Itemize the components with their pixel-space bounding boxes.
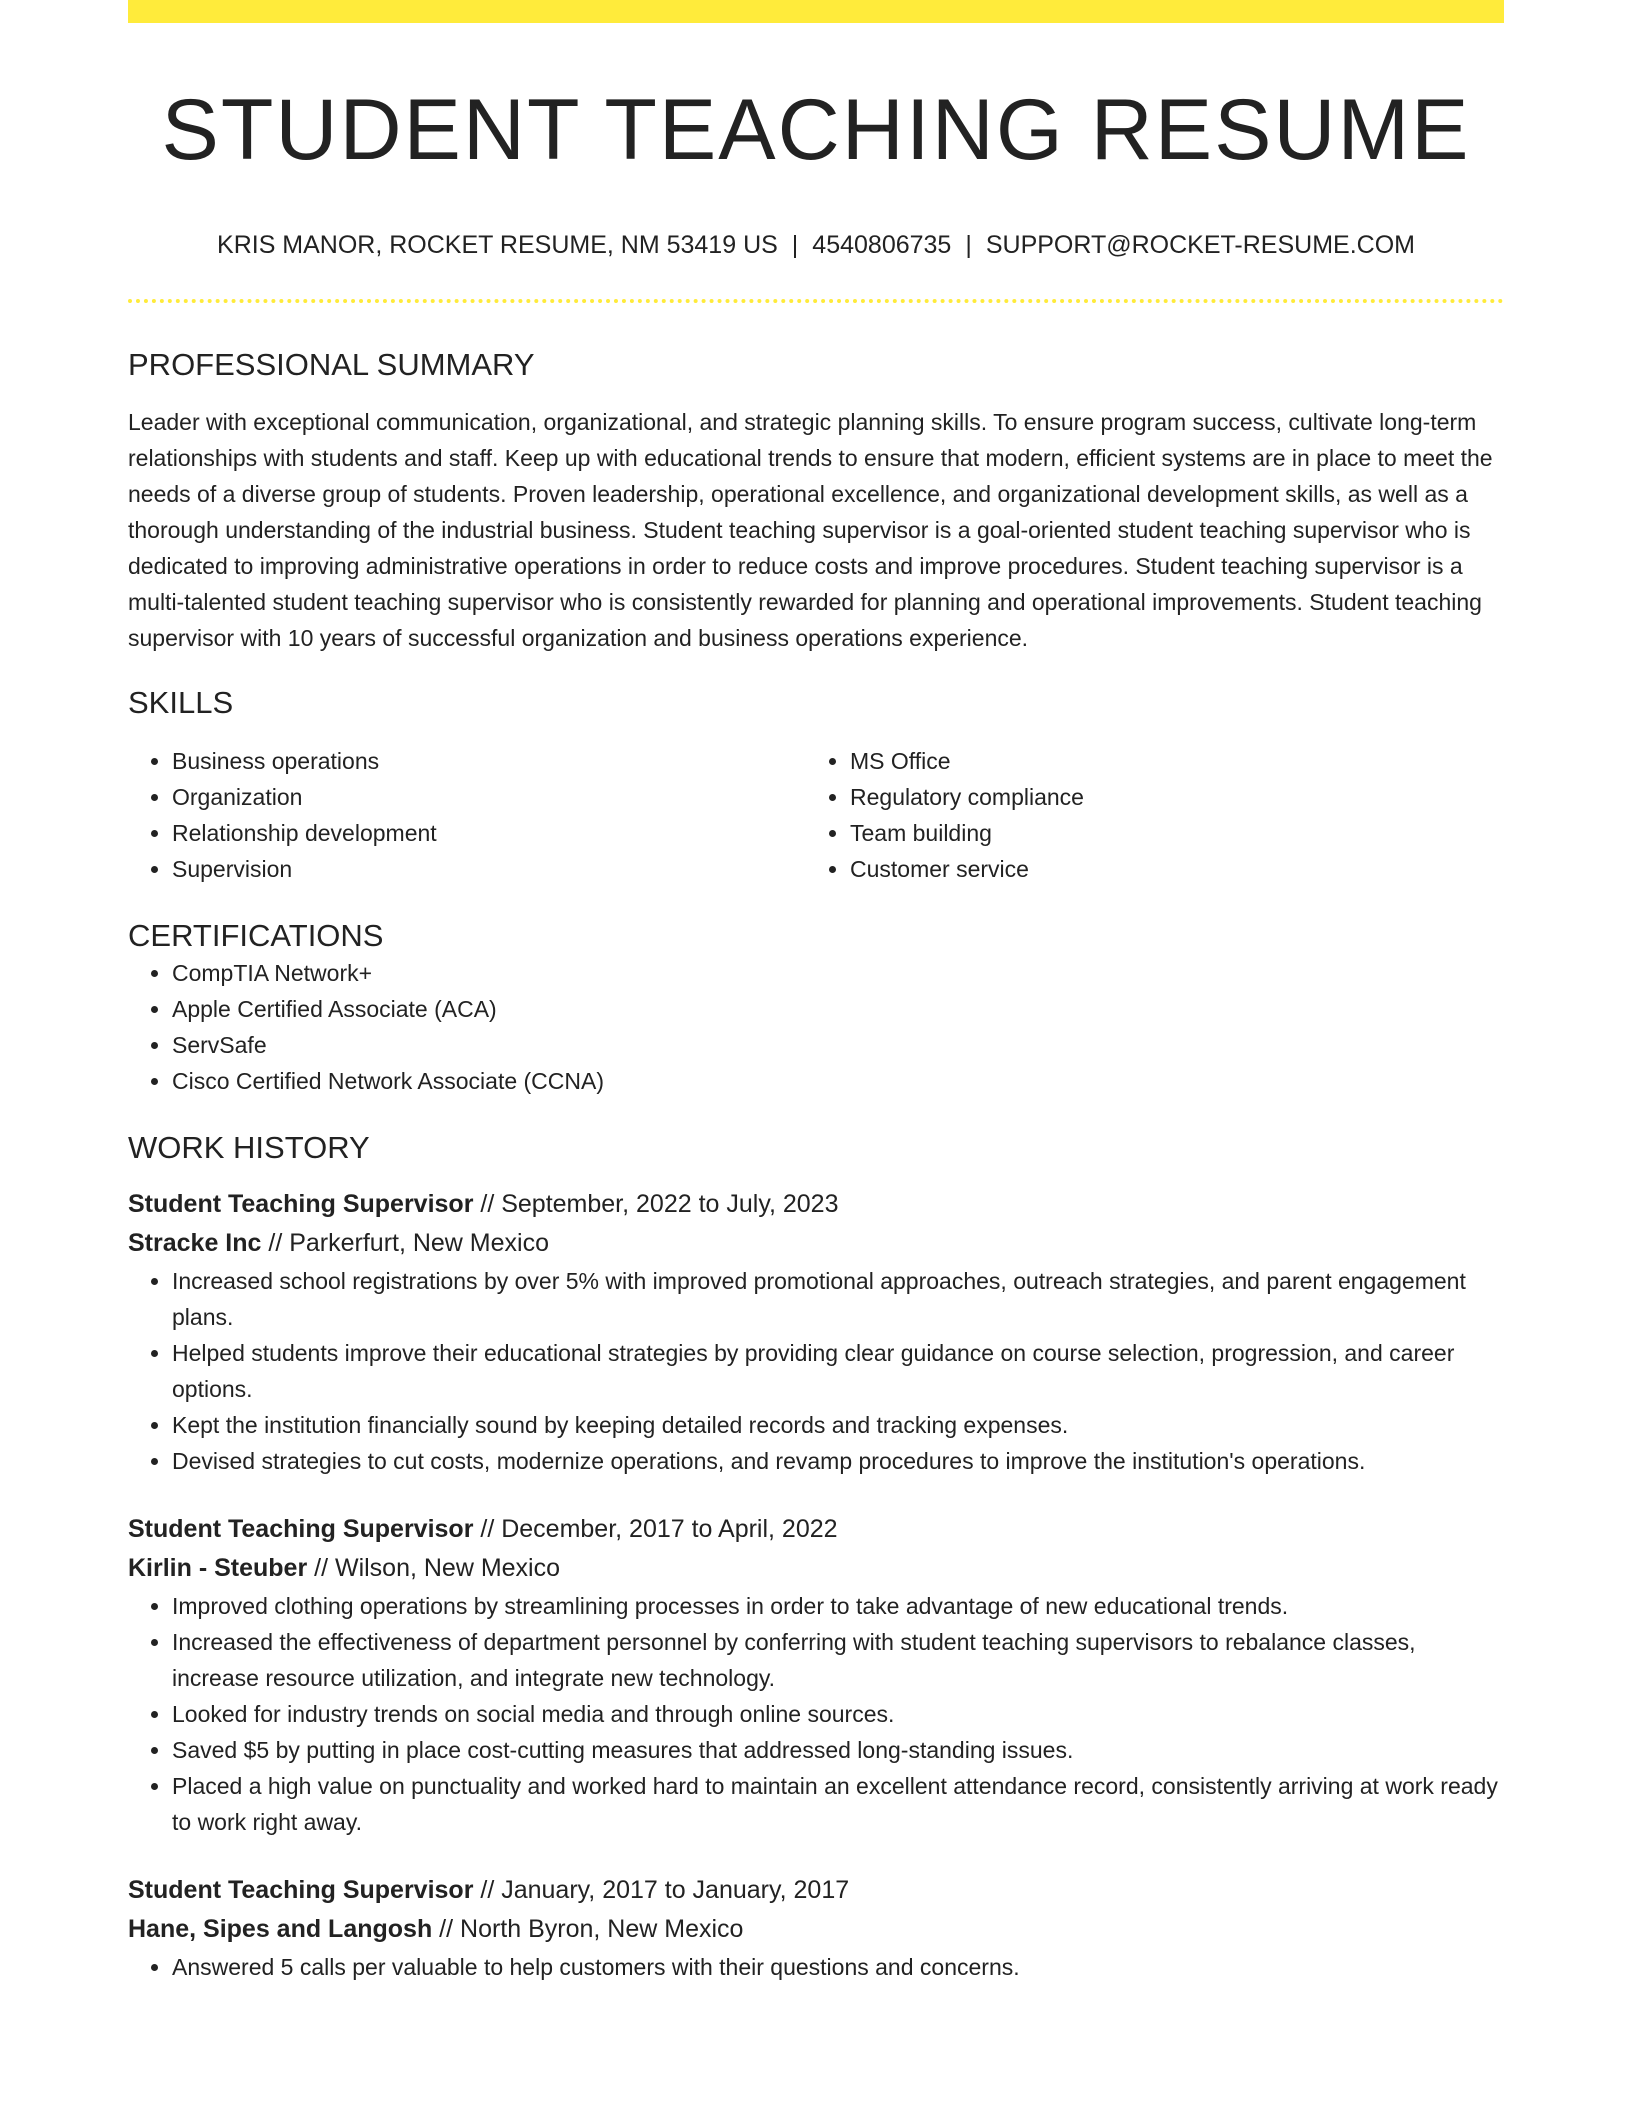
job-bullets bbox=[128, 1588, 1504, 1840]
skills-column-right bbox=[806, 743, 1484, 887]
job-title-line bbox=[128, 1871, 1504, 1910]
job-company: Kirlin - Steuber bbox=[128, 1554, 308, 1582]
job-title-line bbox=[128, 1185, 1504, 1224]
skill-item: • Team building bbox=[850, 815, 1484, 851]
skill-item: • Organization bbox=[172, 779, 806, 815]
skill-item: • MS Office bbox=[850, 743, 1484, 779]
skill-item: • Regulatory compliance bbox=[850, 779, 1484, 815]
job-bullet: • Answered 5 calls per valuable to help customers with their questions and concerns. bbox=[172, 1949, 1504, 1985]
job-bullet: • Placed a high value on punctuality and worked hard to maintain an excellent attendance record, consistently arriving at work ready to work right away. bbox=[172, 1768, 1504, 1840]
contact-separator: | bbox=[791, 231, 799, 259]
job-bullet: • Improved clothing operations by streamlining processes in order to take advantage of new educational trends. bbox=[172, 1588, 1504, 1624]
job-dates: // December, 2017 to April, 2022 bbox=[473, 1515, 838, 1543]
job-dates: // January, 2017 to January, 2017 bbox=[473, 1876, 850, 1904]
job-bullet: • Saved $5 by putting in place cost-cutting measures that addressed long-standing issues. bbox=[172, 1732, 1504, 1768]
work-history-heading: WORK HISTORY bbox=[128, 1130, 370, 1165]
job-company-line bbox=[128, 1549, 1504, 1588]
job-bullet: • Helped students improve their educational strategies by providing clear guidance on course selection, progression, and career options. bbox=[172, 1335, 1504, 1407]
skills-list-right bbox=[806, 743, 1484, 887]
job-title-line bbox=[128, 1510, 1504, 1549]
job-dates: // September, 2022 to July, 2023 bbox=[473, 1190, 839, 1218]
job-entry bbox=[128, 1871, 1504, 1985]
skill-item: • Customer service bbox=[850, 851, 1484, 887]
certifications-list bbox=[128, 955, 1504, 1099]
job-bullet: • Looked for industry trends on social media and through online sources. bbox=[172, 1696, 1504, 1732]
dotted-divider bbox=[128, 299, 1504, 303]
job-company: Hane, Sipes and Langosh bbox=[128, 1915, 433, 1943]
skills-column-left bbox=[128, 743, 806, 887]
summary-heading: PROFESSIONAL SUMMARY bbox=[128, 347, 535, 382]
skill-item: • Business operations bbox=[172, 743, 806, 779]
certifications-heading: CERTIFICATIONS bbox=[128, 918, 384, 953]
contact-phone: 4540806735 bbox=[812, 231, 952, 259]
job-title: Student Teaching Supervisor bbox=[128, 1190, 474, 1218]
job-bullets bbox=[128, 1263, 1504, 1479]
skill-item: • Relationship development bbox=[172, 815, 806, 851]
job-location: // Parkerfurt, New Mexico bbox=[261, 1229, 549, 1257]
skills-heading: SKILLS bbox=[128, 685, 234, 720]
contact-separator: | bbox=[965, 231, 972, 259]
job-title: Student Teaching Supervisor bbox=[128, 1515, 474, 1543]
certification-item: • Apple Certified Associate (ACA) bbox=[172, 991, 1504, 1027]
contact-line bbox=[128, 230, 1504, 260]
job-location: // Wilson, New Mexico bbox=[307, 1554, 561, 1582]
job-bullet: • Increased the effectiveness of department personnel by conferring with student teaching supervisors to rebalance classes, increase resource utilization, and integrate new technology. bbox=[172, 1624, 1504, 1696]
job-company-line bbox=[128, 1910, 1504, 1949]
job-company: Stracke Inc bbox=[128, 1229, 262, 1257]
skills-grid bbox=[128, 743, 1504, 887]
job-entry bbox=[128, 1185, 1504, 1479]
job-bullets bbox=[128, 1949, 1504, 1985]
job-location: // North Byron, New Mexico bbox=[432, 1915, 744, 1943]
job-company-line bbox=[128, 1224, 1504, 1263]
certification-item: • Cisco Certified Network Associate (CCNA) bbox=[172, 1063, 1504, 1099]
skills-list-left bbox=[128, 743, 806, 887]
summary-text: Leader with exceptional communication, organizational, and strategic planning skills. To ensure program success, cultivate long-term relationships with students and staff. Keep up with educational trends to ensure that modern, efficient systems are in place to meet the needs of a diverse group of students. Proven leadership, operational excellence, and organizational development skills, as well as a thorough understanding of the industrial business. Student teaching supervisor is a goal-oriented student teaching supervisor who is dedicated to improving administrative operations in order to reduce costs and improve procedures. Student teaching supervisor is a multi-talented student teaching supervisor who is consistently rewarded for planning and operational improvements. Student teaching supervisor with 10 years of successful organization and business operations experience. bbox=[128, 409, 1493, 651]
contact-address: KRIS MANOR, ROCKET RESUME, NM 53419 US bbox=[217, 231, 778, 259]
skill-item: • Supervision bbox=[172, 851, 806, 887]
job-entry bbox=[128, 1510, 1504, 1840]
contact-email: SUPPORT@ROCKET-RESUME.COM bbox=[985, 231, 1415, 259]
job-title: Student Teaching Supervisor bbox=[128, 1876, 474, 1904]
job-bullet: • Kept the institution financially sound by keeping detailed records and tracking expenses. bbox=[172, 1407, 1504, 1443]
certification-item: • ServSafe bbox=[172, 1027, 1504, 1063]
resume-content bbox=[128, 0, 1504, 1985]
resume-title: STUDENT TEACHING RESUME bbox=[161, 82, 1471, 178]
certification-item: • CompTIA Network+ bbox=[172, 955, 1504, 991]
job-bullet: • Increased school registrations by over 5% with improved promotional approaches, outreach strategies, and parent engagement plans. bbox=[172, 1263, 1504, 1335]
job-bullet: • Devised strategies to cut costs, modernize operations, and revamp procedures to improve the institution's operations. bbox=[172, 1443, 1504, 1479]
